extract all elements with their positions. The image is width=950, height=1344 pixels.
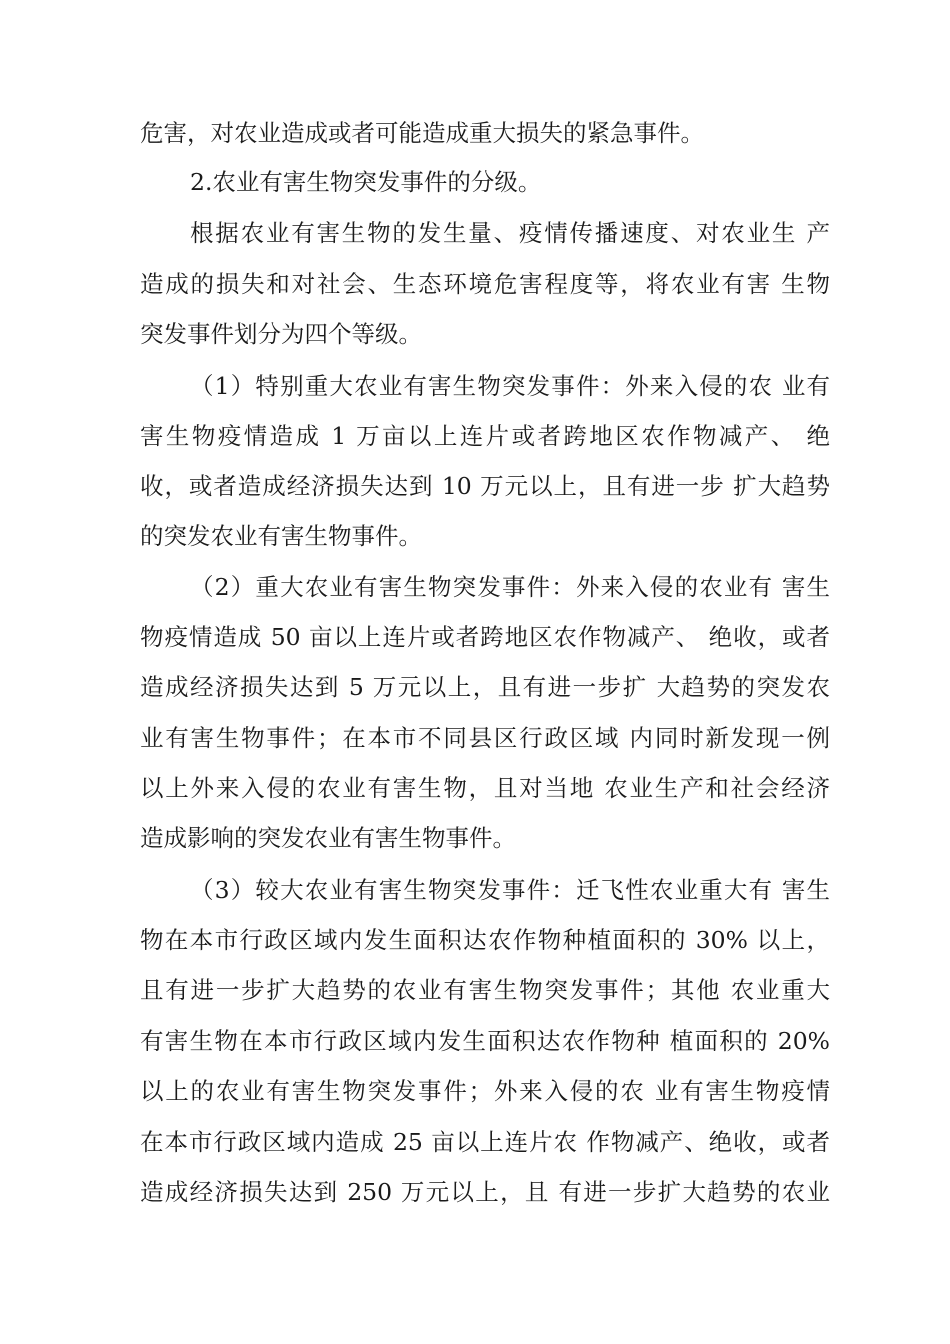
text-line: 造成的损失和对社会、生态环境危害程度等，将农业有害 生物 — [140, 270, 830, 298]
text-line: 物疫情造成 50 亩以上连片或者跨地区农作物减产、 绝收，或者 — [140, 623, 830, 651]
section-heading: 2.农业有害生物突发事件的分级。 — [190, 168, 542, 196]
text-line: 以上的农业有害生物突发事件；外来入侵的农 业有害生物疫情 — [140, 1077, 830, 1105]
text-line: 根据农业有害生物的发生量、疫情传播速度、对农业生 产 — [190, 219, 830, 247]
text-line: 造成影响的突发农业有害生物事件。 — [140, 824, 516, 852]
text-line: （1）特别重大农业有害生物突发事件：外来入侵的农 业有 — [190, 372, 830, 400]
text-line: 突发事件划分为四个等级。 — [140, 320, 422, 348]
text-line: 造成经济损失达到 250 万元以上，且 有进一步扩大趋势的农业 — [140, 1178, 830, 1206]
text-line: 收，或者造成经济损失达到 10 万元以上，且有进一步 扩大趋势 — [140, 472, 830, 500]
text-line: 物在本市行政区域内发生面积达农作物种植面积的 30% 以上， — [140, 926, 830, 954]
text-line: 的突发农业有害生物事件。 — [140, 522, 422, 550]
text-line: 造成经济损失达到 5 万元以上，且有进一步扩 大趋势的突发农 — [140, 673, 830, 701]
text-line: （2）重大农业有害生物突发事件：外来入侵的农业有 害生 — [190, 573, 830, 601]
text-line: 业有害生物事件；在本市不同县区行政区域 内同时新发现一例 — [140, 724, 830, 752]
text-line: 害生物疫情造成 1 万亩以上连片或者跨地区农作物减产、 绝 — [140, 422, 830, 450]
text-line: 以上外来入侵的农业有害生物，且对当地 农业生产和社会经济 — [140, 774, 830, 802]
text-line: 有害生物在本市行政区域内发生面积达农作物种 植面积的 20% — [140, 1027, 830, 1055]
text-line: 且有进一步扩大趋势的农业有害生物突发事件；其他 农业重大 — [140, 976, 830, 1004]
text-line: 危害，对农业造成或者可能造成重大损失的紧急事件。 — [140, 119, 704, 147]
text-line: （3）较大农业有害生物突发事件：迁飞性农业重大有 害生 — [190, 876, 830, 904]
text-line: 在本市行政区域内造成 25 亩以上连片农 作物减产、绝收，或者 — [140, 1128, 830, 1156]
